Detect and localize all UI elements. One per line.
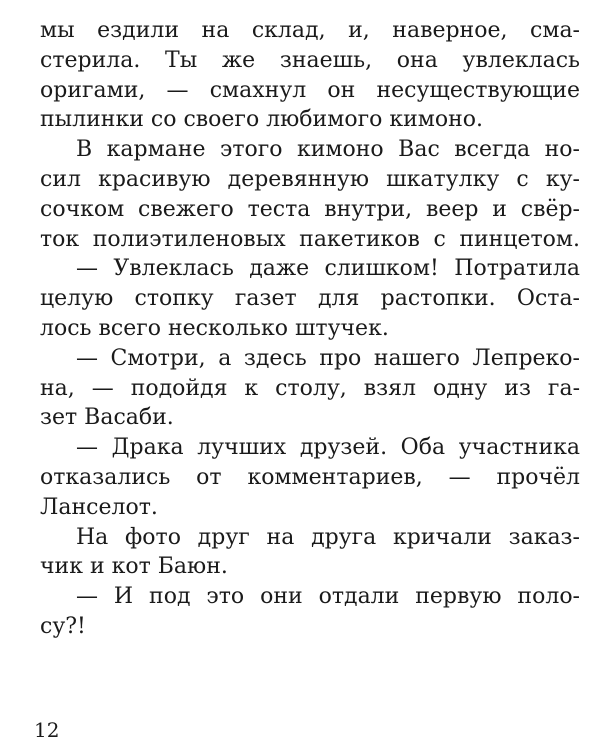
text-line: мы ездили на склад, и, наверное, сма-: [40, 18, 580, 43]
text-line: на, — подойдя к столу, взял одну из га-: [40, 375, 580, 401]
text-line: сочком свежего теста внутри, веер и свёр-: [40, 196, 580, 222]
text-line: Ланселот.: [40, 494, 158, 520]
text-line: ток полиэтиленовых пакетиков с пинцетом.: [40, 226, 580, 252]
page-number: 12: [34, 718, 60, 742]
text-line: На фото друг на друга кричали заказ-: [76, 524, 580, 550]
text-line: — Смотри, а здесь про нашего Лепреко-: [76, 345, 580, 371]
text-line: — И под это они отдали первую поло-: [76, 584, 580, 610]
text-line: стерила. Ты же знаешь, она увлеклась: [40, 47, 580, 73]
text-line: целую стопку газет для растопки. Оста-: [40, 286, 580, 312]
text-line: чик и кот Баюн.: [40, 554, 228, 580]
text-line: пылинки со своего любимого кимоно.: [40, 107, 484, 133]
text-line: — Увлеклась даже слишком! Потратила: [76, 256, 580, 282]
text-line: отказались от комментариев, — прочёл: [40, 464, 580, 490]
text-line: сил красивую деревянную шкатулку с ку-: [40, 166, 580, 192]
body-text: [40, 16, 580, 642]
text-line: лось всего несколько штучек.: [40, 315, 389, 341]
text-line: В кармане этого кимоно Вас всегда но-: [76, 137, 580, 163]
text-line: зет Васаби.: [40, 405, 174, 431]
text-line: оригами, — смахнул он несуществующие: [40, 77, 580, 103]
text-line: — Драка лучших друзей. Оба участника: [76, 435, 580, 461]
text-line: су?!: [40, 613, 86, 639]
